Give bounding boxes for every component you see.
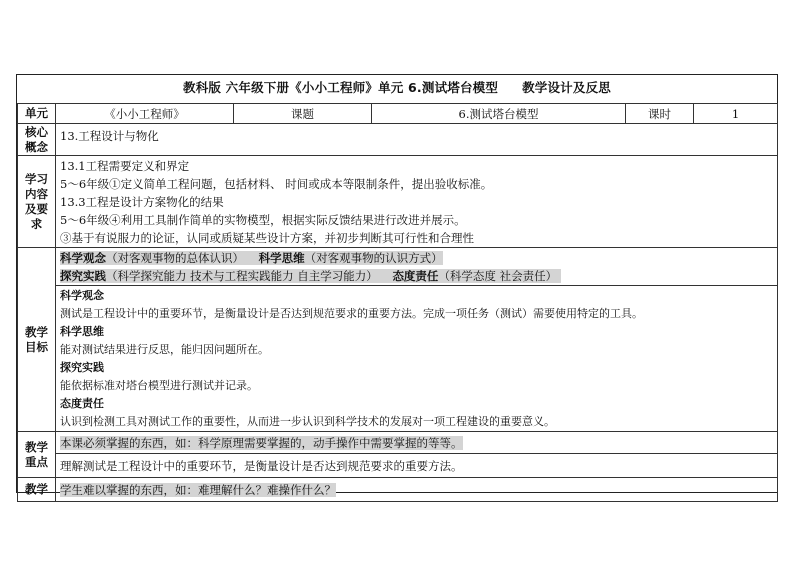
objective-text: 认识到检测工具对测试工作的重要性，从而进一步认识到科学技术的发展对一项工程建设的重要意义。: [60, 415, 555, 428]
key-points-text: 理解测试是工程设计中的重要环节，是衡量设计是否达到规范要求的重要方法。: [56, 454, 778, 478]
period-label: 课时: [626, 104, 694, 124]
key-points-hint-cell: [56, 432, 778, 454]
objective-text: 能依据标准对塔台模型进行测试并记录。: [60, 379, 258, 392]
summary-science-concept-note: （对客观事物的总体认识）: [106, 251, 244, 265]
difficulty-hint: 学生难以掌握的东西，如：难理解什么？难操作什么？: [60, 482, 336, 497]
learning-req-line: 13.1工程需要定义和界定: [60, 159, 190, 173]
key-points-row: [18, 454, 778, 478]
summary-science-thinking: 科学思维: [258, 251, 305, 265]
learning-req-line: 13.3工程是设计方案物化的结果: [60, 195, 224, 209]
lesson-plan-sheet: [16, 74, 778, 497]
unit-label: 单元: [18, 104, 56, 124]
lesson-label: 课题: [234, 104, 372, 124]
objectives-summary: [56, 248, 778, 286]
summary-science-concept: 科学观念: [60, 251, 106, 265]
learning-requirements-row: [18, 156, 778, 248]
difficulty-label: 教学: [18, 478, 56, 502]
objective-head: 探究实践: [60, 361, 104, 374]
learning-req-label: 学习内容及要求: [18, 156, 56, 248]
summary-inquiry-note: （科学探究能力 技术与工程实践能力 自主学习能力）: [106, 269, 378, 283]
learning-req-line: ③基于有说服力的论证，认同或质疑某些设计方案，并初步判断其可行性和合理性: [60, 231, 474, 245]
objective-head: 科学观念: [60, 289, 104, 302]
info-row: [18, 104, 778, 124]
objectives-label: 教学目标: [18, 248, 56, 432]
learning-req-line: 5～6年级①定义简单工程问题，包括材料、 时间或成本等限制条件，提出验收标准。: [60, 177, 493, 191]
title-tail: 教学设计及反思: [522, 80, 611, 95]
learning-req-line: 5～6年级④利用工具制作简单的实物模型，根据实际反馈结果进行改进并展示。: [60, 213, 466, 227]
lesson-plan-table: [17, 103, 778, 502]
key-points-hint: 本课必须掌握的东西，如：科学原理需要掌握的，动手操作中需要掌握的等等。: [60, 435, 463, 450]
learning-req-content: [56, 156, 778, 248]
key-points-hint-row: [18, 432, 778, 454]
lesson-value: 6.测试塔台模型: [372, 104, 626, 124]
objectives-detail-row: [18, 286, 778, 432]
document-title: [17, 78, 777, 96]
objectives-summary-line-1: [60, 249, 773, 267]
objective-head: 态度责任: [60, 397, 104, 410]
difficulty-row: [18, 478, 778, 502]
summary-inquiry: 探究实践: [60, 269, 106, 283]
objective-text: 能对测试结果进行反思，能归因问题所在。: [60, 343, 269, 356]
key-points-label: 教学重点: [18, 432, 56, 478]
objective-head: 科学思维: [60, 325, 104, 338]
summary-science-thinking-note: （对客观事物的认识方式）: [304, 251, 443, 265]
objective-text: 测试是工程设计中的重要环节，是衡量设计是否达到规范要求的重要方法。完成一项任务（测试）需要使用特定的工具。: [60, 307, 643, 320]
period-value: 1: [694, 104, 778, 124]
core-concept-row: [18, 124, 778, 156]
core-concept-label: 核心概念: [18, 124, 56, 156]
core-concept-text: 13.工程设计与物化: [56, 124, 778, 156]
difficulty-hint-cell: [56, 478, 778, 502]
title-main: 教科版 六年级下册《小小工程师》单元 6.测试塔台模型: [183, 80, 499, 95]
objectives-summary-line-2: [60, 267, 773, 285]
objectives-details: [56, 286, 778, 432]
summary-attitude-note: （科学态度 社会责任）: [438, 269, 558, 283]
summary-attitude: 态度责任: [392, 269, 439, 283]
objectives-summary-row: [18, 248, 778, 286]
unit-value: 《小小工程师》: [56, 104, 234, 124]
